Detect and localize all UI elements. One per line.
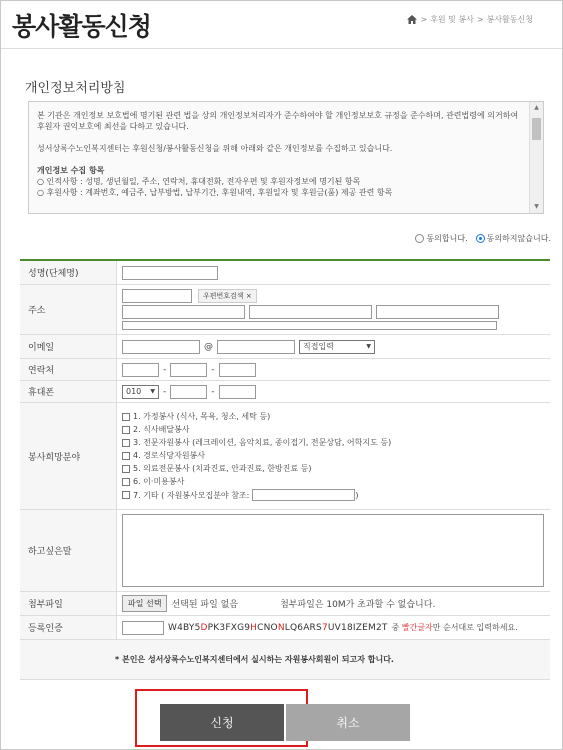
radio-disagree[interactable] — [476, 234, 485, 243]
name-label: 성명(단체명) — [20, 261, 117, 284]
mobile-prefix-select[interactable] — [122, 385, 159, 399]
captcha-hint-pre: 중 — [391, 623, 402, 632]
checkbox[interactable] — [122, 439, 130, 447]
phone-input-3[interactable] — [219, 363, 256, 377]
consent-disagree-label: 동의하지않습니다. — [486, 234, 551, 243]
captcha-hint — [392, 622, 518, 633]
checkbox[interactable] — [122, 465, 130, 473]
field-option-1[interactable] — [122, 411, 391, 422]
consent-agree-option[interactable] — [415, 233, 467, 244]
file-status: 선택된 파일 없음 — [171, 600, 239, 610]
postcode-input[interactable] — [122, 289, 192, 303]
field-option-5[interactable] — [122, 463, 391, 474]
email-domain-input[interactable] — [217, 340, 295, 354]
row-mobile — [20, 381, 550, 403]
message-label: 하고싶은말 — [20, 510, 117, 591]
dash: - — [163, 386, 167, 397]
privacy-item: ○ 후원사항 : 계좌번호, 예금주, 납부방법, 납부기간, 후원내역, 후원일자 및 후원금(품) 제공 관련 항목 — [37, 188, 393, 197]
captcha-char: PK3FXG9 — [207, 622, 251, 633]
file-select-button[interactable]: 파일 선택 — [122, 595, 167, 612]
field-other-input[interactable] — [252, 489, 355, 501]
consent-agree-label: 동의합니다. — [426, 234, 468, 243]
postcode-search-label: 우편번호검색 — [203, 292, 244, 300]
file-note: 첨부파일은 10M가 초과할 수 없습니다. — [280, 600, 436, 610]
message-textarea[interactable] — [122, 514, 544, 587]
row-captcha — [20, 616, 550, 640]
address-input-3[interactable] — [376, 305, 499, 319]
cancel-button[interactable]: 취소 — [286, 704, 410, 741]
captcha-char: W4BY5 — [168, 622, 201, 633]
field-option-label: 1. 가정봉사 (식사, 목욕, 청소, 세탁 등) — [133, 412, 271, 421]
field-option-4[interactable] — [122, 450, 391, 461]
captcha-red-char: D — [200, 622, 208, 633]
dash: - — [163, 364, 167, 375]
phone-input-2[interactable] — [170, 363, 207, 377]
field-option-label: 2. 식사배달봉사 — [133, 425, 190, 434]
privacy-text — [37, 110, 525, 198]
email-id-input[interactable] — [122, 340, 200, 354]
captcha-label: 등록인증 — [20, 616, 117, 639]
checkbox[interactable] — [122, 478, 130, 486]
privacy-scrollbar[interactable] — [529, 102, 543, 213]
captcha-char: CNO — [257, 622, 278, 633]
scroll-down-icon[interactable]: ▼ — [534, 203, 539, 210]
checkbox[interactable] — [122, 426, 130, 434]
name-input[interactable] — [122, 266, 218, 280]
field-label: 봉사희망분야 — [20, 403, 117, 509]
privacy-items-heading: 개인정보 수집 항목 — [37, 166, 105, 175]
email-at: @ — [204, 341, 213, 352]
address-label: 주소 — [20, 285, 117, 334]
email-label: 이메일 — [20, 335, 117, 358]
privacy-paragraph: 본 기관은 개인정보 보호법에 명기된 관련 법을 상의 개인정보처리자가 준수하여야 할 개인정보보호 규정을 준수하며, 관련법령에 의거하여 후원자 권익보호에 최선을 다하고 있습니다. — [37, 111, 519, 131]
field-option-label: 3. 전문자원봉사 (레크레이션, 음악치료, 종이접기, 전문상담, 어학지도 등) — [133, 438, 392, 447]
phone-input-1[interactable] — [122, 363, 159, 377]
file-label: 첨부파일 — [20, 592, 117, 615]
breadcrumb-sep-icon: > — [420, 15, 428, 24]
captcha-red-char: N — [277, 622, 285, 633]
submit-button[interactable]: 신청 — [160, 704, 284, 741]
consent-disagree-option[interactable] — [476, 233, 551, 244]
field-option-label: 6. 이·미용봉사 — [133, 477, 185, 486]
field-option-label: 4. 경로식당자원봉사 — [133, 451, 205, 460]
row-name — [20, 261, 550, 285]
address-input-2[interactable] — [249, 305, 372, 319]
volunteer-form — [20, 259, 550, 680]
captcha-input[interactable] — [122, 621, 164, 635]
checkbox[interactable] — [122, 491, 130, 499]
address-input-1[interactable] — [122, 305, 245, 319]
postcode-search-button[interactable] — [198, 289, 257, 303]
captcha-hint-red: 빨간글자 — [401, 623, 433, 632]
home-icon[interactable] — [407, 15, 417, 24]
field-option-7[interactable] — [122, 489, 391, 501]
email-domain-select[interactable] — [299, 340, 375, 354]
row-message — [20, 510, 550, 592]
row-address — [20, 285, 550, 335]
row-fields — [20, 403, 550, 510]
field-option-6[interactable] — [122, 476, 391, 487]
close-icon: × — [245, 292, 252, 300]
scroll-thumb[interactable] — [532, 118, 541, 140]
row-phone — [20, 359, 550, 381]
mobile-prefix-value: 010 — [126, 387, 142, 396]
phone-label: 연락처 — [20, 359, 117, 380]
mobile-input-2[interactable] — [170, 385, 207, 399]
row-file — [20, 592, 550, 616]
dash: - — [211, 386, 215, 397]
privacy-item: ○ 인적사항 : 성명, 생년월일, 주소, 연락처, 휴대전화, 전자우편 및 후원자정보에 명기된 항목 — [37, 177, 361, 186]
privacy-policy-box[interactable] — [28, 101, 544, 214]
captcha-red-char: H — [250, 622, 258, 633]
field-option-3[interactable] — [122, 437, 391, 448]
scroll-up-icon[interactable]: ▲ — [534, 104, 539, 111]
title-divider — [1, 48, 562, 49]
captcha-code — [168, 623, 388, 633]
field-option-2[interactable] — [122, 424, 391, 435]
chevron-down-icon: ▼ — [150, 388, 155, 395]
field-checklist — [117, 403, 396, 509]
row-email — [20, 335, 550, 359]
breadcrumb — [407, 14, 533, 25]
captcha-hint-post: 만 순서대로 입력하세요. — [432, 623, 518, 632]
member-notice: * 본인은 성서상록수노인복지센터에서 실시하는 자원봉사회원이 되고자 합니다. — [20, 640, 550, 680]
field-option-label: 7. 기타 ( 자원봉사모집분야 참조: — [133, 490, 250, 500]
address-detail-input[interactable] — [122, 321, 497, 330]
mobile-input-3[interactable] — [219, 385, 256, 399]
field-other-close: ) — [355, 490, 359, 500]
email-domain-value: 직접입력 — [303, 342, 334, 351]
checkbox[interactable] — [122, 452, 130, 460]
dash: - — [211, 364, 215, 375]
field-option-label: 5. 의료전문봉사 (치과진료, 안과진료, 한방진료 등) — [133, 464, 312, 473]
consent-radio-group — [415, 233, 551, 244]
captcha-char: UV18IZEM2T — [327, 622, 388, 633]
checkbox[interactable] — [122, 413, 130, 421]
captcha-red-char: 7 — [321, 622, 328, 633]
privacy-paragraph: 성서상록수노인복지센터는 후원신청/봉사활동신청을 위해 아래와 같은 개인정보를 수집하고 있습니다. — [37, 144, 393, 153]
privacy-title: 개인정보처리방침 — [25, 81, 126, 96]
breadcrumb-item-current: 봉사활동신청 — [486, 15, 533, 24]
breadcrumb-sep-icon: > — [476, 15, 484, 24]
mobile-label: 휴대폰 — [20, 381, 117, 402]
breadcrumb-item-support[interactable]: 후원 및 봉사 — [430, 15, 474, 24]
chevron-down-icon: ▼ — [366, 343, 371, 350]
page-title: 봉사활동신청 — [12, 12, 151, 41]
radio-agree[interactable] — [415, 234, 424, 243]
captcha-char: LQ6ARS — [284, 622, 322, 633]
